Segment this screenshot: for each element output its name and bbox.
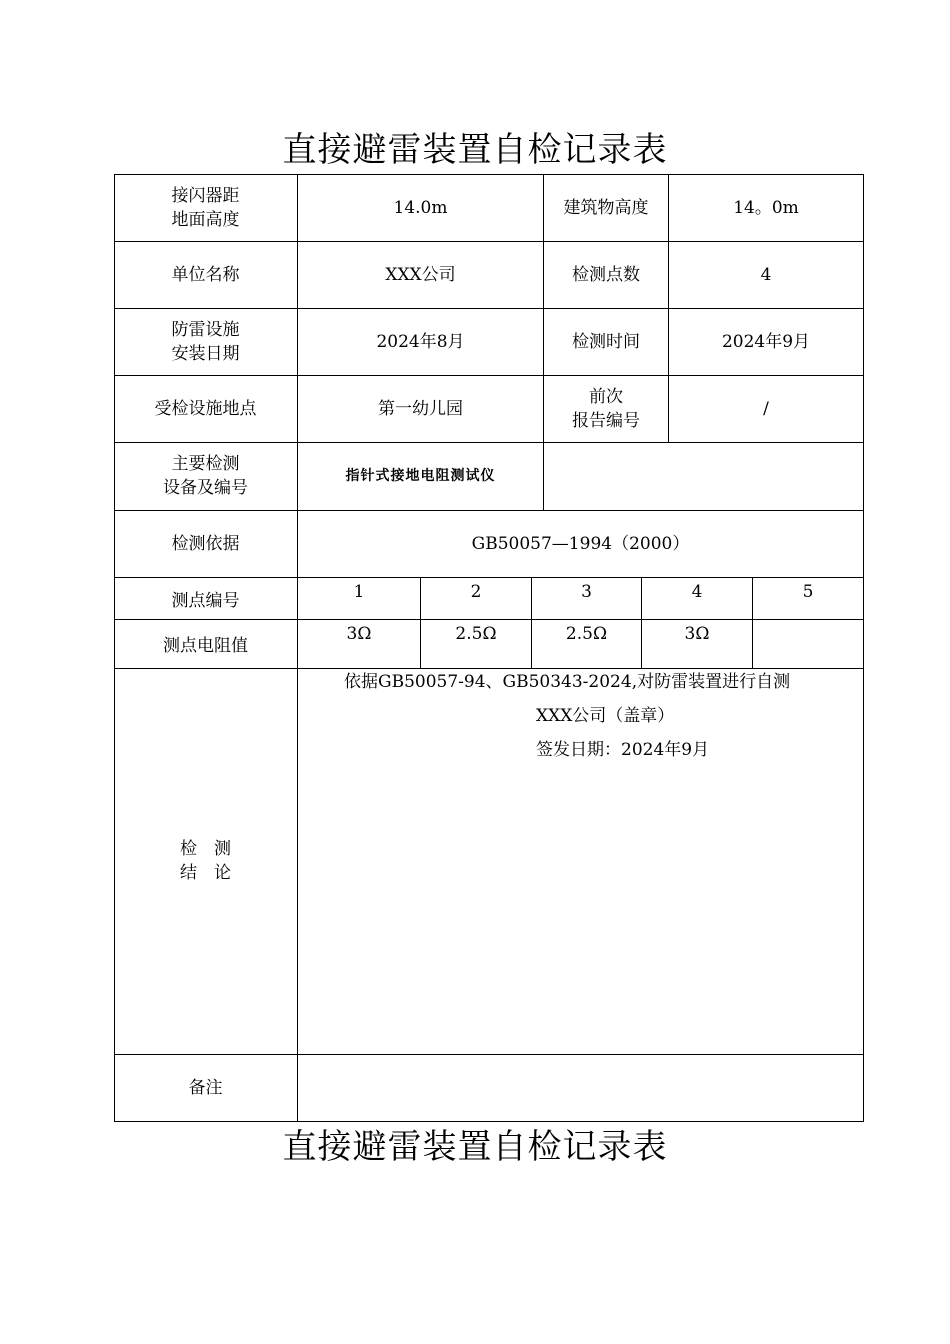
previous-report-number-label: 前次 报告编号 xyxy=(572,386,640,431)
equipment-label: 主要检测 设备及编号 xyxy=(163,454,248,498)
lightning-rod-height-label: 接闪器距 地面高度 xyxy=(171,185,240,230)
conclusion-text: 依据GB50057-94、GB50343-2024,对防雷装置进行自测 xyxy=(344,672,791,692)
conclusion-issue-date: 签发日期：2024年9月 xyxy=(536,740,710,760)
resistance-label: 测点电阻值 xyxy=(163,635,248,656)
test-point-number: 1 xyxy=(353,582,365,602)
unit-name-value: XXX公司 xyxy=(385,264,456,285)
test-time-value: 2024年9月 xyxy=(721,331,811,352)
conclusion-company-seal: XXX公司（盖章） xyxy=(536,706,675,726)
building-height-value: 14。0m xyxy=(733,197,799,218)
resistance-value: 3Ω xyxy=(346,624,372,644)
page-title-repeat: 直接避雷装置自检记录表 xyxy=(282,1127,668,1167)
inspection-record-table xyxy=(114,174,864,1122)
test-point-count-value: 4 xyxy=(760,264,772,285)
building-height-label: 建筑物高度 xyxy=(563,197,649,218)
resistance-value: 3Ω xyxy=(684,624,710,644)
resistance-value: 2.5Ω xyxy=(455,624,497,644)
table-border-bottom xyxy=(114,1121,864,1122)
previous-report-number-value: / xyxy=(763,398,769,419)
equipment-number-value xyxy=(544,442,863,510)
test-basis-label: 检测依据 xyxy=(171,533,240,554)
remarks-label: 备注 xyxy=(188,1077,223,1098)
test-time-label: 检测时间 xyxy=(572,331,640,352)
page-title: 直接避雷装置自检记录表 xyxy=(282,130,668,170)
test-point-number-label: 测点编号 xyxy=(171,591,240,611)
unit-name-label: 单位名称 xyxy=(171,264,240,285)
table-border-right xyxy=(863,174,864,1122)
install-date-value: 2024年8月 xyxy=(376,331,465,352)
install-date-label: 防雷设施 安装日期 xyxy=(171,319,240,364)
equipment-value: 指针式接地电阻测试仪 xyxy=(345,468,496,484)
test-basis-value: GB50057—1994（2000） xyxy=(471,533,690,554)
remarks-value xyxy=(298,1054,863,1121)
facility-location-value: 第一幼儿园 xyxy=(378,398,463,419)
resistance-value xyxy=(753,619,863,668)
test-point-number: 3 xyxy=(581,582,592,602)
test-point-number: 4 xyxy=(691,582,703,602)
test-point-number: 2 xyxy=(470,582,482,602)
test-point-count-label: 检测点数 xyxy=(572,264,640,285)
test-point-number: 5 xyxy=(802,582,814,602)
lightning-rod-height-value: 14.0m xyxy=(393,197,448,218)
conclusion-label: 检 测 结 论 xyxy=(180,839,231,883)
resistance-value: 2.5Ω xyxy=(565,624,608,644)
facility-location-label: 受检设施地点 xyxy=(154,398,257,419)
